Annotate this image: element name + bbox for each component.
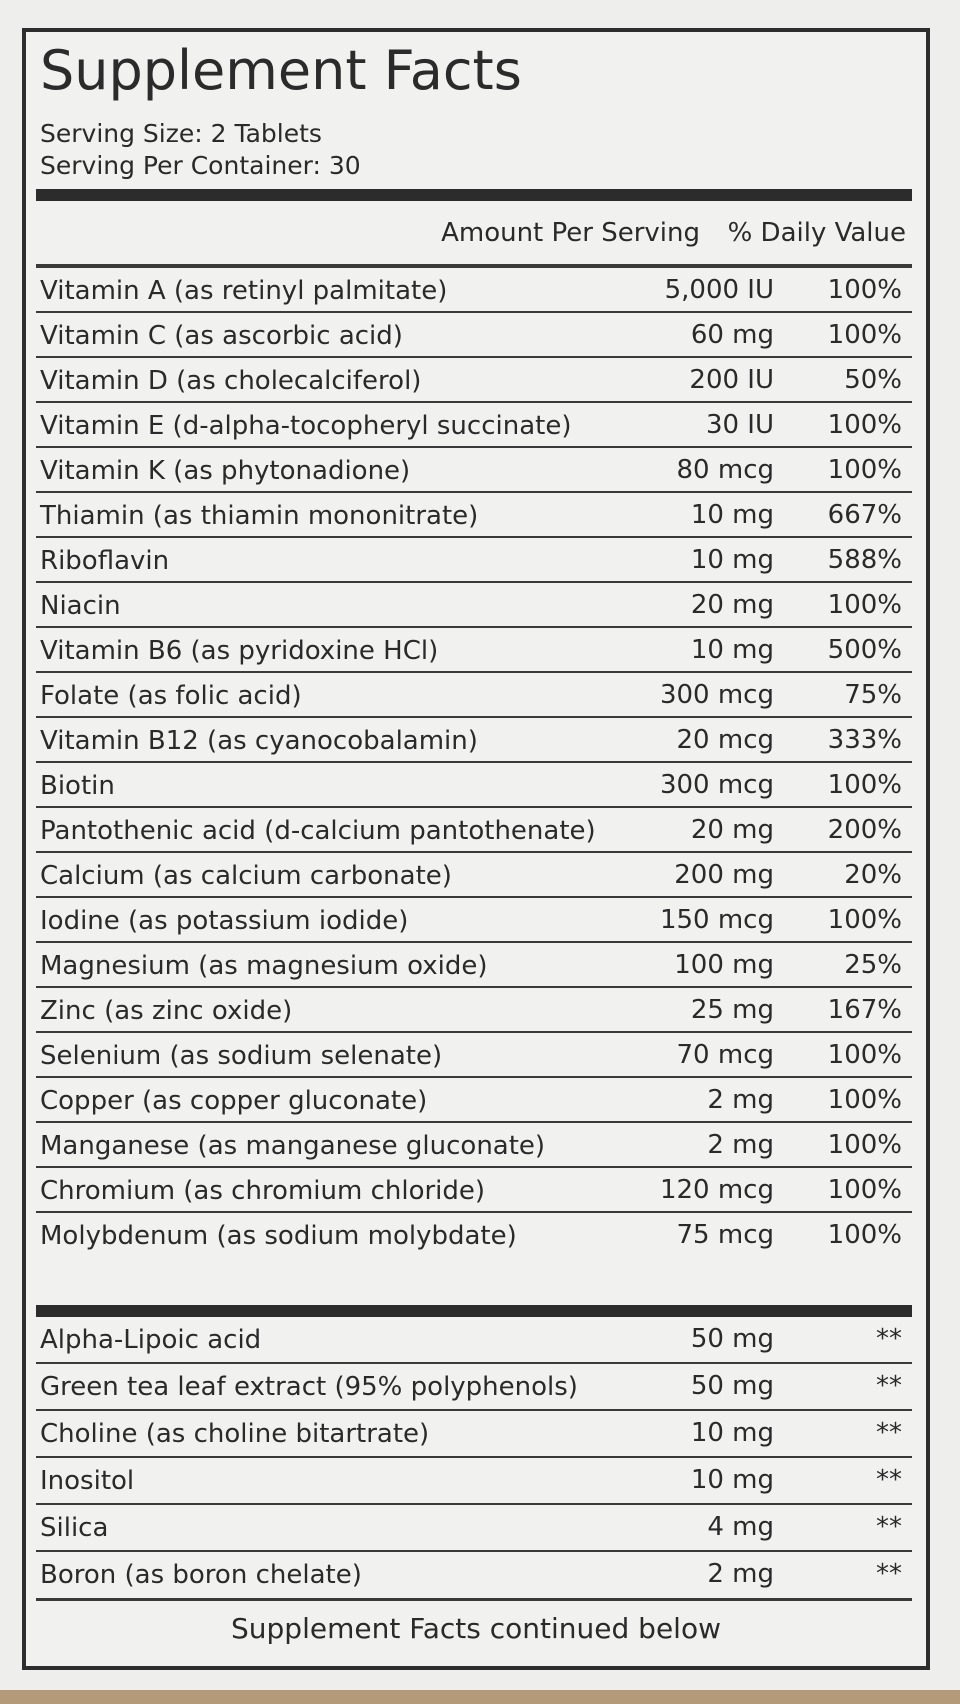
ingredient-amount: 2 mg bbox=[707, 1559, 774, 1589]
ingredient-name: Green tea leaf extract (95% polyphenols) bbox=[40, 1372, 578, 1402]
ingredient-name: Vitamin E (d-alpha-tocopheryl succinate) bbox=[40, 411, 572, 441]
ingredient-name: Inositol bbox=[40, 1466, 135, 1496]
ingredient-amount: 30 IU bbox=[705, 410, 774, 440]
ingredient-amount: 4 mg bbox=[707, 1512, 774, 1542]
ingredient-amount: 50 mg bbox=[690, 1324, 774, 1354]
ingredient-name: Chromium (as chromium chloride) bbox=[40, 1176, 486, 1206]
nutrient-row bbox=[36, 898, 912, 943]
nutrient-row bbox=[36, 1123, 912, 1168]
daily-value: 100% bbox=[827, 1040, 902, 1070]
ingredient-amount: 20 mg bbox=[690, 815, 774, 845]
ingredient-amount: 200 IU bbox=[689, 365, 774, 395]
ingredient-name: Alpha-Lipoic acid bbox=[40, 1325, 262, 1355]
daily-value: ** bbox=[876, 1324, 902, 1354]
ingredient-name: Silica bbox=[40, 1513, 109, 1543]
other-ingredient-row bbox=[36, 1552, 912, 1599]
nutrient-row bbox=[36, 268, 912, 313]
daily-value: 100% bbox=[827, 410, 902, 440]
ingredient-name: Biotin bbox=[40, 771, 115, 801]
ingredient-name: Folate (as folic acid) bbox=[40, 681, 302, 711]
ingredient-name: Boron (as boron chelate) bbox=[40, 1560, 362, 1590]
daily-value: 100% bbox=[827, 1220, 902, 1250]
other-ingredient-row bbox=[36, 1317, 912, 1364]
nutrient-row bbox=[36, 313, 912, 358]
bottom-divider bbox=[36, 1598, 912, 1601]
ingredient-amount: 60 mg bbox=[690, 320, 774, 350]
ingredient-amount: 100 mg bbox=[674, 950, 774, 980]
ingredient-name: Vitamin K (as phytonadione) bbox=[40, 456, 411, 486]
ingredient-amount: 10 mg bbox=[690, 1465, 774, 1495]
ingredient-amount: 200 mg bbox=[674, 860, 774, 890]
ingredient-name: Vitamin B6 (as pyridoxine HCl) bbox=[40, 636, 439, 666]
nutrient-row bbox=[36, 988, 912, 1033]
ingredient-name: Choline (as choline bitartrate) bbox=[40, 1419, 430, 1449]
ingredient-amount: 25 mg bbox=[690, 995, 774, 1025]
nutrient-row bbox=[36, 943, 912, 988]
ingredient-amount: 70 mcg bbox=[676, 1040, 774, 1070]
nutrient-row bbox=[36, 1033, 912, 1078]
ingredient-amount: 150 mcg bbox=[659, 905, 774, 935]
ingredient-name: Molybdenum (as sodium molybdate) bbox=[40, 1221, 517, 1251]
thick-divider-middle bbox=[36, 1305, 912, 1317]
nutrient-row bbox=[36, 853, 912, 898]
ingredient-amount: 120 mcg bbox=[659, 1175, 774, 1205]
nutrient-row bbox=[36, 493, 912, 538]
nutrient-row bbox=[36, 808, 912, 853]
nutrient-row bbox=[36, 358, 912, 403]
serving-size: Serving Size: 2 Tablets bbox=[40, 119, 322, 148]
header-daily-value: % Daily Value bbox=[727, 218, 906, 248]
nutrient-row bbox=[36, 628, 912, 673]
daily-value: 167% bbox=[827, 995, 902, 1025]
daily-value: 25% bbox=[844, 950, 902, 980]
ingredient-amount: 10 mg bbox=[690, 500, 774, 530]
nutrient-row bbox=[36, 403, 912, 448]
ingredient-name: Calcium (as calcium carbonate) bbox=[40, 861, 452, 891]
ingredient-name: Manganese (as manganese gluconate) bbox=[40, 1131, 546, 1161]
daily-value: 333% bbox=[827, 725, 902, 755]
daily-value: 100% bbox=[827, 1130, 902, 1160]
daily-value: ** bbox=[876, 1371, 902, 1401]
nutrient-row bbox=[36, 1213, 912, 1258]
ingredient-name: Vitamin A (as retinyl palmitate) bbox=[40, 276, 448, 306]
daily-value: 100% bbox=[827, 1085, 902, 1115]
daily-value: 100% bbox=[827, 320, 902, 350]
daily-value: 100% bbox=[827, 455, 902, 485]
daily-value: 100% bbox=[827, 590, 902, 620]
daily-value: ** bbox=[876, 1512, 902, 1542]
ingredient-name: Zinc (as zinc oxide) bbox=[40, 996, 293, 1026]
label-title: Supplement Facts bbox=[40, 39, 522, 102]
ingredient-name: Niacin bbox=[40, 591, 121, 621]
thick-divider-top bbox=[36, 189, 912, 201]
ingredient-amount: 80 mcg bbox=[676, 455, 774, 485]
supplement-facts-panel bbox=[22, 28, 930, 1670]
daily-value: 667% bbox=[827, 500, 902, 530]
ingredient-name: Magnesium (as magnesium oxide) bbox=[40, 951, 488, 981]
ingredient-amount: 75 mcg bbox=[676, 1220, 774, 1250]
nutrient-row bbox=[36, 448, 912, 493]
ingredient-amount: 300 mcg bbox=[659, 770, 774, 800]
daily-value: ** bbox=[876, 1465, 902, 1495]
ingredient-name: Selenium (as sodium selenate) bbox=[40, 1041, 443, 1071]
daily-value: 100% bbox=[827, 770, 902, 800]
nutrient-row bbox=[36, 673, 912, 718]
other-ingredient-row bbox=[36, 1505, 912, 1552]
ingredient-amount: 10 mg bbox=[690, 1418, 774, 1448]
daily-value: ** bbox=[876, 1559, 902, 1589]
ingredient-name: Vitamin B12 (as cyanocobalamin) bbox=[40, 726, 478, 756]
servings-per-container: Serving Per Container: 30 bbox=[40, 151, 361, 180]
ingredient-name: Pantothenic acid (d-calcium pantothenate) bbox=[40, 816, 596, 846]
ingredient-amount: 2 mg bbox=[707, 1085, 774, 1115]
daily-value: 100% bbox=[827, 905, 902, 935]
daily-value: 100% bbox=[827, 275, 902, 305]
ingredient-amount: 20 mcg bbox=[676, 725, 774, 755]
header-amount: Amount Per Serving bbox=[441, 218, 700, 248]
ingredient-name: Vitamin C (as ascorbic acid) bbox=[40, 321, 403, 351]
ingredient-amount: 10 mg bbox=[690, 635, 774, 665]
ingredient-name: Riboflavin bbox=[40, 546, 170, 576]
nutrient-row bbox=[36, 763, 912, 808]
other-ingredient-row bbox=[36, 1458, 912, 1505]
daily-value: 50% bbox=[844, 365, 902, 395]
daily-value: 100% bbox=[827, 1175, 902, 1205]
daily-value: ** bbox=[876, 1418, 902, 1448]
nutrient-row bbox=[36, 538, 912, 583]
ingredient-amount: 300 mcg bbox=[659, 680, 774, 710]
ingredient-amount: 50 mg bbox=[690, 1371, 774, 1401]
daily-value: 20% bbox=[844, 860, 902, 890]
ingredient-name: Vitamin D (as cholecalciferol) bbox=[40, 366, 422, 396]
ingredient-name: Thiamin (as thiamin mononitrate) bbox=[40, 501, 479, 531]
ingredient-amount: 2 mg bbox=[707, 1130, 774, 1160]
nutrient-row bbox=[36, 583, 912, 628]
nutrient-row bbox=[36, 1078, 912, 1123]
daily-value: 588% bbox=[827, 545, 902, 575]
ingredient-amount: 5,000 IU bbox=[664, 275, 774, 305]
daily-value: 500% bbox=[827, 635, 902, 665]
ingredient-name: Iodine (as potassium iodide) bbox=[40, 906, 409, 936]
ingredient-amount: 20 mg bbox=[690, 590, 774, 620]
daily-value: 75% bbox=[844, 680, 902, 710]
ingredient-name: Copper (as copper gluconate) bbox=[40, 1086, 428, 1116]
other-ingredients-table bbox=[36, 1317, 912, 1599]
nutrient-row bbox=[36, 718, 912, 763]
ingredient-amount: 10 mg bbox=[690, 545, 774, 575]
other-ingredient-row bbox=[36, 1364, 912, 1411]
continued-note: Supplement Facts continued below bbox=[231, 1612, 721, 1645]
daily-value: 200% bbox=[827, 815, 902, 845]
column-header-row bbox=[36, 208, 912, 264]
nutrient-table bbox=[36, 268, 912, 1258]
other-ingredient-row bbox=[36, 1411, 912, 1458]
nutrient-row bbox=[36, 1168, 912, 1213]
